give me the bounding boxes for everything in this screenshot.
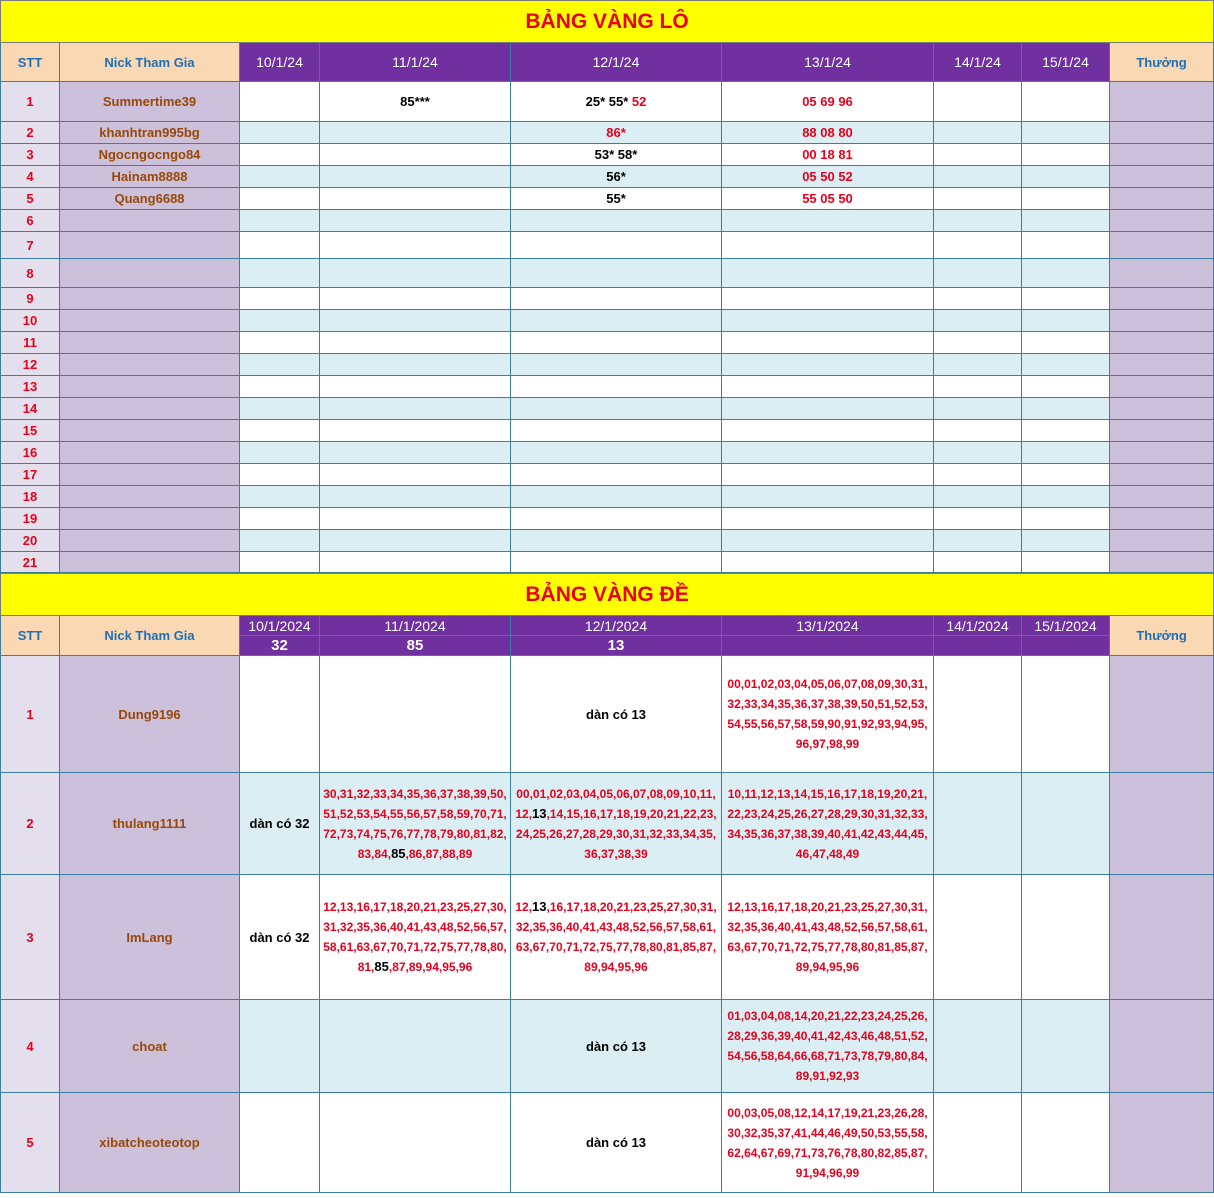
de-cell-numbers: 00,01,02,03,04,05,06,07,08,09,30,31,32,33,34,35,36,37,38,39,50,51,52,53,54,55,56,57,58,59,90,91,92,93,94,95,96,97,98,99: [722, 656, 934, 773]
lo-stt: 4: [1, 166, 60, 188]
de-cell: [934, 1093, 1022, 1193]
de-numbers: 30,31,32,33,34,35,36,37,38,39,50,51,52,53,54,55,56,57,58,59,70,71,72,73,74,75,76,77,78,79,80,81,82,83,84,: [323, 786, 507, 861]
lo-cell: [240, 188, 320, 210]
de-result: 13: [511, 636, 722, 656]
de-nick: Dung9196: [60, 656, 240, 773]
de-hit-number: 85: [374, 959, 389, 974]
lo-prize: [1110, 530, 1214, 552]
de-header-date: 12/1/2024: [511, 616, 722, 636]
de-cell: [1022, 875, 1110, 1000]
lo-prize: [1110, 166, 1214, 188]
lo-row: [1, 144, 1214, 166]
lo-prize: [1110, 354, 1214, 376]
lo-prize: [1110, 188, 1214, 210]
de-cell: [934, 1000, 1022, 1093]
de-numbers: 12,13,16,17,18,20,21,23,25,27,30,31,32,35,36,40,41,43,48,52,56,57,58,61,63,67,70,71,72,75,77,78,80,81,: [323, 900, 507, 974]
de-cell: dàn có 13: [511, 1093, 722, 1193]
lo-cell: [240, 166, 320, 188]
lo-nick: [60, 210, 240, 232]
de-numbers: ,87,89,94,95,96: [388, 960, 473, 974]
lo-cell: 56*: [511, 166, 722, 188]
lo-nick: Ngocngocngo84: [60, 144, 240, 166]
de-header-date: 15/1/2024: [1022, 616, 1110, 636]
bang-vang-lo-table: [0, 0, 1214, 573]
lo-cell: [240, 82, 320, 122]
lo-cell: 55 05 50: [722, 188, 934, 210]
lo-nick: [60, 232, 240, 259]
lo-row: [1, 442, 1214, 464]
de-cell: [320, 1093, 511, 1193]
de-hit-number: 13: [532, 899, 547, 914]
lo-stt: 3: [1, 144, 60, 166]
de-stt: 3: [1, 875, 60, 1000]
de-row: [1, 1000, 1214, 1093]
de-nick: xibatcheoteotop: [60, 1093, 240, 1193]
lo-cell-hit: 52: [631, 94, 647, 109]
lo-cell: 05 69 96: [722, 82, 934, 122]
lo-nick: [60, 259, 240, 288]
de-prize: [1110, 875, 1214, 1000]
lo-nick: [60, 288, 240, 310]
lo-header-prize: Thưởng: [1110, 43, 1214, 82]
lo-stt: 12: [1, 354, 60, 376]
lo-stt: 15: [1, 420, 60, 442]
lo-row: [1, 122, 1214, 144]
lo-cell: [1022, 166, 1110, 188]
lo-cell: [934, 188, 1022, 210]
de-result: [934, 636, 1022, 656]
lo-stt: 2: [1, 122, 60, 144]
lo-prize: [1110, 310, 1214, 332]
de-numbers: ,86,87,88,89: [405, 846, 473, 861]
de-cell-numbers: [320, 773, 511, 875]
de-cell: [240, 1093, 320, 1193]
de-cell-numbers: 01,03,04,08,14,20,21,22,23,24,25,26,28,29,36,39,40,41,42,43,46,48,51,52,54,56,58,64,66,68,71,73,78,79,80,84,89,91,92,93: [722, 1000, 934, 1093]
lo-prize: [1110, 508, 1214, 530]
lo-row: [1, 508, 1214, 530]
bang-vang-de-table: [0, 573, 1214, 1193]
lo-cell-pick: 25* 55*: [585, 94, 629, 109]
lo-header-date: 14/1/24: [934, 43, 1022, 82]
lo-nick: [60, 552, 240, 573]
lo-cell: [934, 82, 1022, 122]
de-cell: dàn có 13: [511, 1000, 722, 1093]
lo-row: [1, 376, 1214, 398]
de-nick: ImLang: [60, 875, 240, 1000]
de-numbers: ,16,17,18,20,21,23,25,27,30,31,32,35,36,40,41,43,48,52,56,57,58,61,63,67,70,71,72,75,77,78,80,81,85,87,89,94,95,96: [515, 900, 717, 974]
lo-cell: [934, 166, 1022, 188]
lo-nick: khanhtran995bg: [60, 122, 240, 144]
lo-nick: Summertime39: [60, 82, 240, 122]
lo-row: [1, 486, 1214, 508]
lo-stt: 13: [1, 376, 60, 398]
lo-cell: [320, 188, 511, 210]
lo-title: BẢNG VÀNG LÔ: [1, 1, 1214, 43]
lo-row: [1, 464, 1214, 486]
lo-stt: 14: [1, 398, 60, 420]
lo-prize: [1110, 464, 1214, 486]
de-prize: [1110, 773, 1214, 875]
de-stt: 4: [1, 1000, 60, 1093]
lo-cell: 05 50 52: [722, 166, 934, 188]
lo-stt: 16: [1, 442, 60, 464]
lo-stt: 1: [1, 82, 60, 122]
de-result: 32: [240, 636, 320, 656]
de-cell: [1022, 656, 1110, 773]
lo-row: [1, 354, 1214, 376]
de-hit-number: 85: [391, 845, 406, 861]
lo-cell: [1022, 122, 1110, 144]
lo-nick: Hainam8888: [60, 166, 240, 188]
de-cell: [934, 656, 1022, 773]
lo-cell: [511, 82, 722, 122]
lo-prize: [1110, 288, 1214, 310]
lo-nick: [60, 310, 240, 332]
lo-prize: [1110, 486, 1214, 508]
de-cell-numbers: [511, 875, 722, 1000]
de-cell: [240, 1000, 320, 1093]
lo-cell: [240, 144, 320, 166]
de-prize: [1110, 1000, 1214, 1093]
lo-nick: [60, 354, 240, 376]
de-cell: dàn có 32: [240, 773, 320, 875]
lo-row: [1, 288, 1214, 310]
lo-cell: [934, 144, 1022, 166]
lo-nick: [60, 530, 240, 552]
lo-stt: 18: [1, 486, 60, 508]
lo-cell: 86*: [511, 122, 722, 144]
lo-row: [1, 310, 1214, 332]
lo-prize: [1110, 210, 1214, 232]
lo-stt: 7: [1, 232, 60, 259]
de-hit-number: 13: [532, 805, 547, 821]
lo-row: [1, 188, 1214, 210]
lo-stt: 11: [1, 332, 60, 354]
lo-row: [1, 259, 1214, 288]
de-cell: dàn có 32: [240, 875, 320, 1000]
de-cell-numbers: 00,03,05,08,12,14,17,19,21,23,26,28,30,32,35,37,41,44,46,49,50,53,55,58,62,64,67,69,71,73,76,78,80,82,85,87,91,94,96,99: [722, 1093, 934, 1193]
lo-prize: [1110, 552, 1214, 573]
de-header-stt: STT: [1, 616, 60, 656]
lo-cell: 88 08 80: [722, 122, 934, 144]
lo-nick: [60, 442, 240, 464]
de-header-nick: Nick Tham Gia: [60, 616, 240, 656]
lo-row: [1, 332, 1214, 354]
lo-cell: [320, 166, 511, 188]
de-cell: [320, 1000, 511, 1093]
lo-cell: [240, 122, 320, 144]
lo-header-date: 11/1/24: [320, 43, 511, 82]
lo-stt: 21: [1, 552, 60, 573]
de-result: 85: [320, 636, 511, 656]
lo-prize: [1110, 420, 1214, 442]
lo-row: [1, 530, 1214, 552]
de-stt: 1: [1, 656, 60, 773]
de-cell-numbers: 10,11,12,13,14,15,16,17,18,19,20,21,22,23,24,25,26,27,28,29,30,31,32,33,34,35,36,37,38,39,40,41,42,43,44,45,46,47,48,49: [722, 773, 934, 875]
de-cell: [934, 875, 1022, 1000]
lo-stt: 20: [1, 530, 60, 552]
lo-nick: [60, 398, 240, 420]
lo-nick: [60, 486, 240, 508]
de-cell-numbers: [320, 875, 511, 1000]
lo-cell: 85***: [320, 82, 511, 122]
lo-cell: [1022, 82, 1110, 122]
lo-row: [1, 398, 1214, 420]
lo-nick: [60, 376, 240, 398]
lo-nick: Quang6688: [60, 188, 240, 210]
lo-prize: [1110, 398, 1214, 420]
de-cell: [1022, 773, 1110, 875]
lo-row: [1, 420, 1214, 442]
lo-header-date: 10/1/24: [240, 43, 320, 82]
de-cell: [1022, 1093, 1110, 1193]
de-row: [1, 656, 1214, 773]
de-cell: [240, 656, 320, 773]
lo-stt: 19: [1, 508, 60, 530]
lo-prize: [1110, 82, 1214, 122]
de-result: [722, 636, 934, 656]
lo-prize: [1110, 442, 1214, 464]
lo-nick: [60, 508, 240, 530]
lo-prize: [1110, 332, 1214, 354]
lo-header-date: 12/1/24: [511, 43, 722, 82]
lo-header-date: 15/1/24: [1022, 43, 1110, 82]
lo-prize: [1110, 232, 1214, 259]
de-prize: [1110, 656, 1214, 773]
lo-cell: [1022, 144, 1110, 166]
de-result: [1022, 636, 1110, 656]
de-nick: thulang1111: [60, 773, 240, 875]
lo-stt: 10: [1, 310, 60, 332]
lo-stt: 9: [1, 288, 60, 310]
de-nick: choat: [60, 1000, 240, 1093]
lo-row: [1, 166, 1214, 188]
de-cell: [320, 656, 511, 773]
de-row: [1, 875, 1214, 1000]
lo-stt: 17: [1, 464, 60, 486]
de-title: BẢNG VÀNG ĐỀ: [1, 574, 1214, 616]
de-cell: [934, 773, 1022, 875]
lo-cell: 00 18 81: [722, 144, 934, 166]
lo-stt: 5: [1, 188, 60, 210]
de-header-prize: Thưởng: [1110, 616, 1214, 656]
lo-row: [1, 552, 1214, 573]
lo-cell: 53* 58*: [511, 144, 722, 166]
de-cell: dàn có 13: [511, 656, 722, 773]
lo-header-nick: Nick Tham Gia: [60, 43, 240, 82]
de-header-date: 10/1/2024: [240, 616, 320, 636]
lo-row: [1, 232, 1214, 259]
lo-row: [1, 210, 1214, 232]
de-header-date: 11/1/2024: [320, 616, 511, 636]
lo-prize: [1110, 259, 1214, 288]
de-stt: 5: [1, 1093, 60, 1193]
lo-header-stt: STT: [1, 43, 60, 82]
lo-cell: [320, 144, 511, 166]
de-prize: [1110, 1093, 1214, 1193]
lo-cell: 55*: [511, 188, 722, 210]
lo-nick: [60, 332, 240, 354]
lo-cell: [934, 122, 1022, 144]
de-cell-numbers: 12,13,16,17,18,20,21,23,25,27,30,31,32,35,36,40,41,43,48,52,56,57,58,61,63,67,70,71,72,75,77,78,80,81,85,87,89,94,95,96: [722, 875, 934, 1000]
lo-nick: [60, 464, 240, 486]
de-header-date: 14/1/2024: [934, 616, 1022, 636]
de-cell-numbers: [511, 773, 722, 875]
lo-prize: [1110, 376, 1214, 398]
de-numbers: 00,01,02,03,04,05,06,07,08,09,10,11,12,: [515, 786, 716, 821]
lo-stt: 8: [1, 259, 60, 288]
de-cell: [1022, 1000, 1110, 1093]
de-header-date: 13/1/2024: [722, 616, 934, 636]
de-row: [1, 1093, 1214, 1193]
de-row: [1, 773, 1214, 875]
de-numbers: ,14,15,16,17,18,19,20,21,22,23,24,25,26,27,28,29,30,31,32,33,34,35,36,37,38,39: [515, 806, 717, 861]
lo-header-date: 13/1/24: [722, 43, 934, 82]
lo-row: [1, 82, 1214, 122]
lo-prize: [1110, 144, 1214, 166]
lo-cell: [320, 122, 511, 144]
lo-prize: [1110, 122, 1214, 144]
lo-nick: [60, 420, 240, 442]
de-numbers: 12,: [515, 900, 533, 914]
lo-cell: [1022, 188, 1110, 210]
lo-stt: 6: [1, 210, 60, 232]
de-stt: 2: [1, 773, 60, 875]
